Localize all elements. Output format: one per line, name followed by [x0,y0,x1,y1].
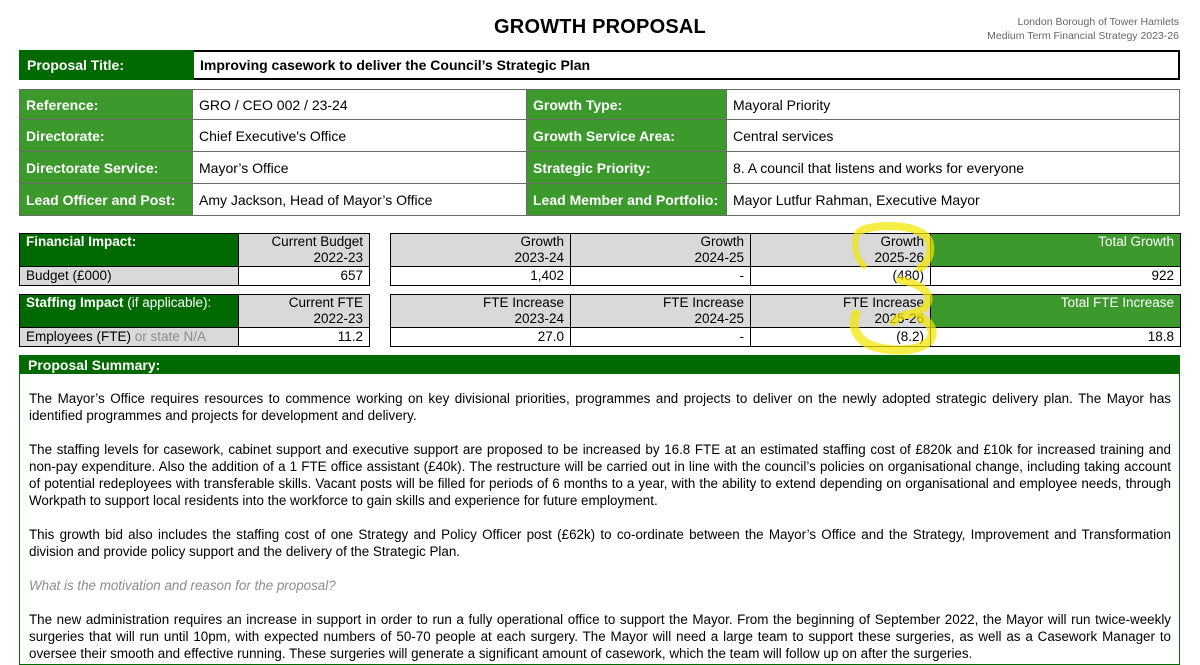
employees-row-label-main: Employees (FTE) [26,329,132,344]
org-name: London Borough of Tower Hamlets [1017,16,1179,28]
proposal-title-value: Improving casework to deliver the Council’s Strategic Plan [193,51,1179,79]
fte-header-line1: FTE Increase [662,295,744,310]
financial-growth-table [390,233,1181,286]
lead-member-value: Mayor Lutfur Rahman, Executive Mayor [727,184,1180,216]
total-growth-header: Total Growth [931,234,1181,267]
strategic-priority-label: Strategic Priority: [527,152,727,184]
growth-value-2024-25: - [571,267,751,286]
total-growth-value: 922 [931,267,1181,286]
page-title: GROWTH PROPOSAL [494,16,706,38]
financial-impact-table [19,233,370,286]
growth-header-2024-25 [571,234,751,267]
service-area-label: Growth Service Area: [527,120,727,152]
fte-header-line1: FTE Increase [482,295,564,310]
motivation-question: What is the motivation and reason for the proposal? [29,578,336,593]
current-fte-header-line2: 2022-23 [313,311,363,326]
staffing-impact-table [19,294,370,347]
growth-header-2025-26 [751,234,931,267]
staffing-impact-label-main: Staffing Impact [26,295,124,310]
proposal-title-table [19,50,1180,80]
summary-paragraph-3: This growth bid also includes the staffing cost of one Strategy and Policy Officer post (£62k) to co-ordinate between the Mayor’s Office and the Strategy, Improvement and Transformation division and provide policy support and the delivery of the Strategic Plan. [29,527,1171,559]
current-fte-header [239,295,370,328]
growth-header-2023-24 [391,234,571,267]
fte-value-2024-25: - [571,328,751,347]
summary-paragraph-4: The new administration requires an increase in support in order to run a fully operational office to support the Mayor. From the beginning of September 2022, the Mayor will run twice-weekly surgeries that will run until 10pm, with expected numbers of 50-70 people at each surgery. The Mayor will need a large team to support these surgeries, as well as a Casework Manager to oversee their smooth and effective running. These surgeries will generate a significant amount of casework, which the team will follow up on after the surgeries. [29,612,1171,661]
growth-header-line2: 2024-25 [694,250,744,265]
proposal-summary-heading: Proposal Summary: [20,356,1179,374]
growth-type-value: Mayoral Priority [727,90,1180,120]
summary-paragraph-1: The Mayor’s Office requires resources to commence working on key divisional priorities, programmes and projects to deliver on the newly adopted strategic delivery plan. The Mayor has identified programmes and projects for development and delivery. [29,391,1171,423]
lead-officer-label: Lead Officer and Post: [20,184,193,216]
directorate-value: Chief Executive's Office [193,120,527,152]
summary-paragraph-2: The staffing levels for casework, cabinet support and executive support are proposed to be increased by 16.8 FTE at an estimated staffing cost of £820k and £10k for increased training and non-pay expenditure. Also the addition of a 1 FTE office assistant (£40k). The restructure will be carried out in line with the council’s policies on organisational change, including taking account of potential redeployees with transferable skills. Vacant posts will be filled for periods of 6 months to a year, with the ability to extend depending on organisational and employee needs, through Workpath to support local residents into the workforce to gain skills and experience for future employment. [29,442,1171,508]
employees-row-label [20,328,239,347]
strategy-name: Medium Term Financial Strategy 2023-26 [987,30,1179,42]
current-budget-value: 657 [239,267,370,286]
staffing-impact-label-suffix: (if applicable): [123,295,212,310]
growth-value-2023-24: 1,402 [391,267,571,286]
current-budget-header-line1: Current Budget [271,234,363,249]
proposal-summary [19,355,1180,665]
employees-row-label-suffix: or state N/A [131,329,207,344]
lead-officer-value: Amy Jackson, Head of Mayor’s Office [193,184,527,216]
fte-header-line2: 2025-26 [874,311,924,326]
proposal-details-table [19,89,1180,216]
current-budget-header-line2: 2022-23 [313,250,363,265]
fte-header-2023-24 [391,295,571,328]
proposal-summary-body [20,374,1179,662]
current-fte-value: 11.2 [239,328,370,347]
reference-label: Reference: [20,90,193,120]
directorate-label: Directorate: [20,120,193,152]
growth-header-line2: 2025-26 [874,250,924,265]
strategic-priority-value: 8. A council that listens and works for everyone [727,152,1180,184]
growth-header-line2: 2023-24 [514,250,564,265]
budget-row-label: Budget (£000) [20,267,239,286]
total-fte-value: 18.8 [931,328,1181,347]
directorate-service-value: Mayor’s Office [193,152,527,184]
total-fte-header: Total FTE Increase [931,295,1181,328]
header-meta [987,15,1179,43]
growth-header-line1: Growth [880,234,924,249]
fte-header-line2: 2023-24 [514,311,564,326]
fte-header-2024-25 [571,295,751,328]
proposal-title-label: Proposal Title: [20,51,193,79]
growth-header-line1: Growth [700,234,744,249]
current-budget-header [239,234,370,267]
staffing-fte-table [390,294,1181,347]
directorate-service-label: Directorate Service: [20,152,193,184]
lead-member-label: Lead Member and Portfolio: [527,184,727,216]
growth-header-line1: Growth [520,234,564,249]
growth-type-label: Growth Type: [527,90,727,120]
current-fte-header-line1: Current FTE [288,295,363,310]
fte-value-2023-24: 27.0 [391,328,571,347]
reference-value: GRO / CEO 002 / 23-24 [193,90,527,120]
growth-value-2025-26: (480) [751,267,931,286]
fte-header-line1: FTE Increase [842,295,924,310]
fte-value-2025-26: (8.2) [751,328,931,347]
financial-impact-label: Financial Impact: [20,234,239,267]
service-area-value: Central services [727,120,1180,152]
staffing-impact-label [20,295,239,328]
fte-header-line2: 2024-25 [694,311,744,326]
fte-header-2025-26 [751,295,931,328]
